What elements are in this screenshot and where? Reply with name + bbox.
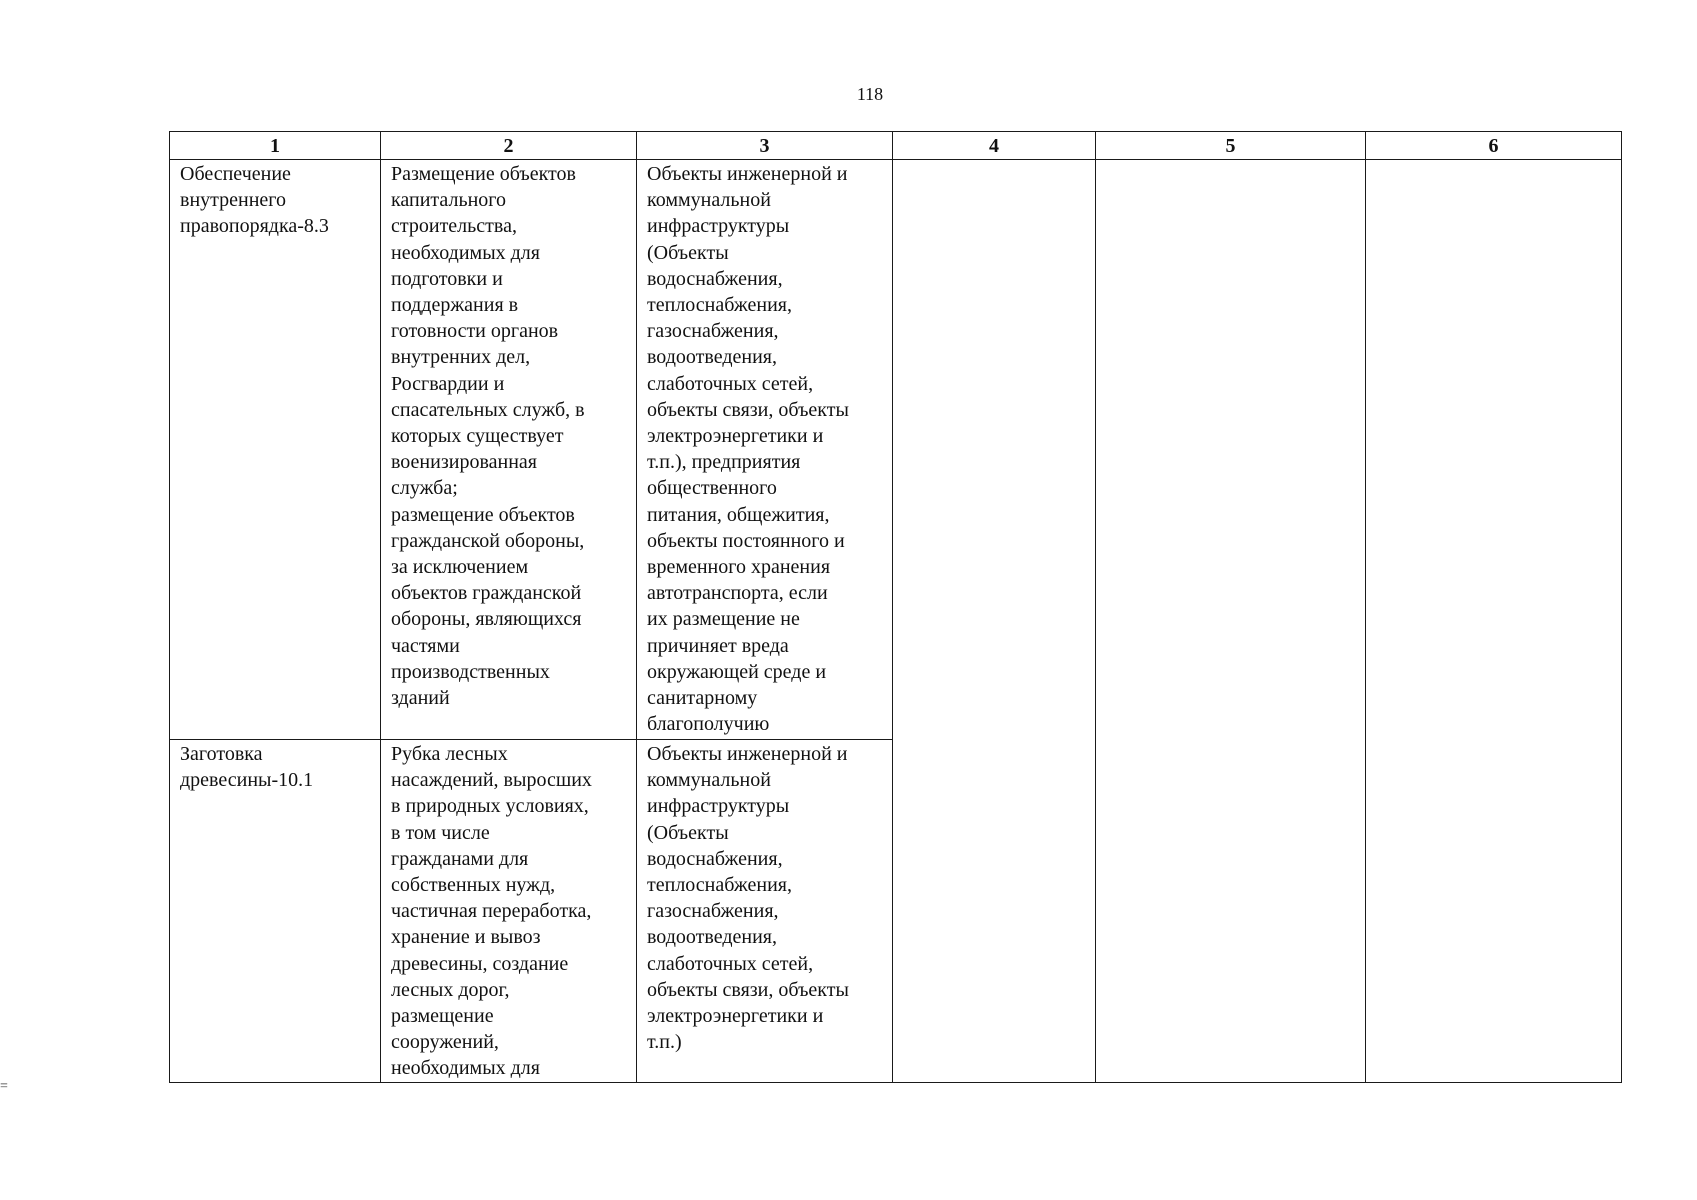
margin-mark: = (0, 1079, 8, 1094)
cell-column-6-empty (1366, 160, 1622, 1083)
cell-land-use-type (170, 740, 381, 1083)
document-table (169, 131, 1622, 1083)
column-header-1: 1 (170, 132, 381, 160)
description-text: Размещение объектов капитального строительства, необходимых для подготовки и поддержания в готовности органов внутренних дел, Росгвардии и спасательных служб, в которых существует военизированная служба; размещение объектов гражданской обороны, за исключением объектов гражданской обороны, являющихся частями производственных зданий (391, 163, 585, 710)
cell-land-use-type (170, 160, 381, 740)
description-text: Рубка лесных насаждений, выросших в природных условиях, в том числе гражданами для собственных нужд, частичная переработка, хранение и вывоз древесины, создание лесных дорог, размещение сооружений, необходимых для (391, 743, 592, 1080)
cell-column-4-empty (893, 160, 1096, 1083)
cell-description (381, 740, 637, 1083)
column-header-4: 4 (893, 132, 1096, 160)
cell-column-5-empty (1096, 160, 1366, 1083)
table-row (170, 160, 1622, 740)
cell-permitted-objects (637, 160, 893, 740)
cell-description (381, 160, 637, 740)
table-header-row (170, 132, 1622, 160)
permitted-objects-text: Объекты инженерной и коммунальной инфраструктуры (Объекты водоснабжения, теплоснабжения, газоснабжения, водоотведения, слаботочных сетей, объекты связи, объекты электроэнергетики и т.п.), предприятия общественного питания, общежития, объекты постоянного и временного хранения автотранспорта, если их размещение не причиняет вреда окружающей среде и санитарному благополучию (647, 163, 849, 736)
page-number: 118 (856, 84, 884, 104)
land-use-type-text: Обеспечение внутреннего правопорядка-8.3 (180, 163, 329, 238)
permitted-objects-text: Объекты инженерной и коммунальной инфраструктуры (Объекты водоснабжения, теплоснабжения, газоснабжения, водоотведения, слаботочных сетей, объекты связи, объекты электроэнергетики и т.п.) (647, 743, 849, 1054)
column-header-6: 6 (1366, 132, 1622, 160)
cell-permitted-objects (637, 740, 893, 1083)
column-header-5: 5 (1096, 132, 1366, 160)
column-header-3: 3 (637, 132, 893, 160)
column-header-2: 2 (381, 132, 637, 160)
land-use-type-text: Заготовка древесины-10.1 (180, 743, 314, 792)
